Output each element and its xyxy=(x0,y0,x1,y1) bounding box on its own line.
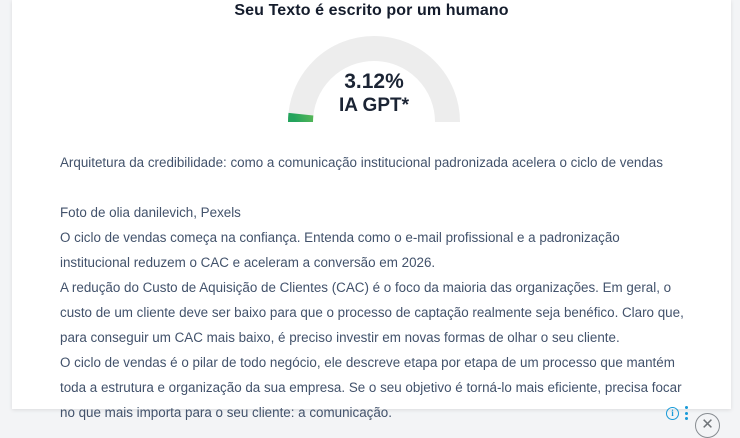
ad-controls-bar xyxy=(0,408,740,432)
close-ad-icon[interactable]: ✕ xyxy=(695,413,720,438)
article-line: O ciclo de vendas começa na confiança. Entenda como o e-mail profissional e a padronização xyxy=(60,230,620,245)
gauge-unit-label: IA GPT* xyxy=(338,95,410,116)
gauge-value: 3.12% xyxy=(344,70,404,93)
article-line: para conseguir um CAC mais baixo, é preciso investir em novas formas de olhar o seu cliente. xyxy=(60,330,620,345)
dot xyxy=(685,406,688,409)
ad-info-icon[interactable]: i xyxy=(666,407,679,420)
article-text xyxy=(60,150,705,425)
dot xyxy=(685,417,688,420)
content-card xyxy=(12,0,731,420)
article-line: A redução do Custo de Aquisição de Clientes (CAC) é o foco da maioria das organizações. Em geral, o xyxy=(60,280,672,295)
article-line: custo de um cliente deve ser baixo para que o processo de captação realmente seja benéfico. Claro que, xyxy=(60,305,684,320)
article-line: toda a estrutura e organização da sua empresa. Se o seu objetivo é torná-lo mais eficiente, precisa focar xyxy=(60,380,682,395)
page-title: Seu Texto é escrito por um humano xyxy=(234,2,509,19)
article-line: O ciclo de vendas é o pilar de todo negócio, ele descreve etapa por etapa de um processo que mantém xyxy=(60,355,675,370)
gauge-center-labels xyxy=(286,70,462,117)
article-line xyxy=(60,175,705,200)
kebab-menu-icon[interactable] xyxy=(685,406,689,420)
article-line: no que mais importa para o seu cliente: a comunicação. xyxy=(60,405,392,420)
article-line: Foto de olia danilevich, Pexels xyxy=(60,205,241,220)
article-line: institucional reduzem o CAC e aceleram a conversão em 2026. xyxy=(60,255,436,270)
dot xyxy=(685,412,688,415)
article-line: Arquitetura da credibilidade: como a comunicação institucional padronizada acelera o ciclo de vendas xyxy=(60,155,663,170)
